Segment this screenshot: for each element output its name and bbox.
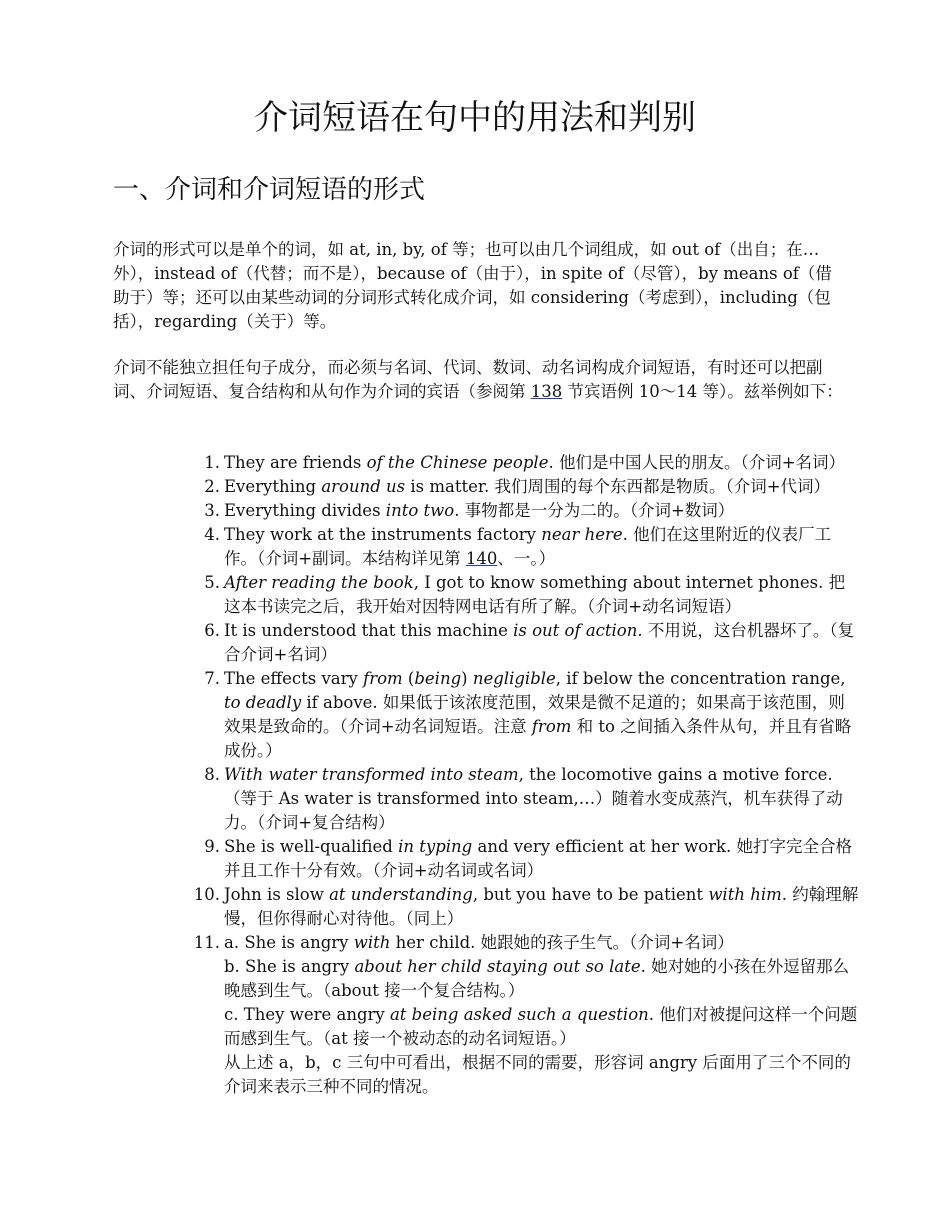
- section-heading: 一、介词和介词短语的形式: [113, 175, 426, 205]
- paragraph-prepositional-phrases: [113, 356, 843, 404]
- list-item-text-a: a. She is angry with her child. 她跟她的孩子生气。（介词+名词）: [224, 933, 734, 952]
- list-item-text: She is well-qualified in typing and very efficient at her work. 她打字完全合格并且工作十分有效。（介词+动名词或名词）: [224, 837, 853, 880]
- list-item: [190, 523, 860, 571]
- section-reference-link[interactable]: 138: [530, 382, 563, 401]
- list-item-number: 7.: [204, 669, 220, 688]
- list-item-text: John is slow at understanding, but you have to be patient with him. 约翰理解慢，但你得耐心对待他。（同上）: [224, 885, 859, 928]
- list-item: [190, 931, 860, 1099]
- list-item-text: Everything divides into two. 事物都是一分为二的。（介词+数词）: [224, 501, 735, 520]
- list-item-number: 10.: [193, 885, 220, 904]
- paragraph-text: 节宾语例 10～14 等）。兹举例如下：: [562, 382, 843, 401]
- list-item-number: 3.: [204, 501, 220, 520]
- list-item: [190, 451, 860, 475]
- page-title: 介词短语在句中的用法和判别: [254, 98, 696, 138]
- list-item-text: They work at the instruments factory near here. 他们在这里附近的仪表厂工作。（介词+副词。本结构详见第 140、一。）: [224, 525, 832, 568]
- list-item: [190, 667, 860, 763]
- list-item-number: 1.: [204, 453, 220, 472]
- list-item: [190, 475, 860, 499]
- list-item: [190, 499, 860, 523]
- list-item: [190, 763, 860, 835]
- example-list: [190, 451, 860, 1099]
- list-item-text: With water transformed into steam, the locomotive gains a motive force.（等于 As water is transformed into steam,…）随着水变成蒸汽，机车获得了动力。（介词+复合结构）: [224, 765, 843, 832]
- list-item-number: 4.: [204, 525, 220, 544]
- list-item-number: 9.: [204, 837, 220, 856]
- list-item-text: They are friends of the Chinese people. 他们是中国人民的朋友。（介词+名词）: [224, 453, 846, 472]
- list-item-number: 5.: [204, 573, 220, 592]
- section-reference-link[interactable]: 140: [465, 549, 498, 568]
- list-item-text: It is understood that this machine is out of action. 不用说，这台机器坏了。（复合介词+名词）: [224, 621, 855, 664]
- list-item: [190, 619, 860, 667]
- list-item-text: The effects vary from (being) negligible, if below the concentration range, to deadly if above. 如果低于该浓度范围，效果是微不足道的；如果高于该范围，则效果是致命的。（介词+动名词短语。注意 from 和 to 之间插入条件从句，并且有省略成份。）: [224, 669, 852, 760]
- list-item-text-c: c. They were angry at being asked such a question. 他们对被提问这样一个问题而感到生气。（at 接一个被动态的动名词短语。）: [224, 1005, 858, 1048]
- list-item: [190, 883, 860, 931]
- list-item-number: 2.: [204, 477, 220, 496]
- paragraph-prepositions-forms: 介词的形式可以是单个的词，如 at, in, by, of 等；也可以由几个词组成，如 out of（出自；在…外），instead of（代替；而不是），because of（由于），in spite of（尽管），by means of（借助于）等；还可以由某些动词的分词形式转化成介词，如 considering（考虑到），including（包括），regarding（关于）等。: [113, 240, 832, 331]
- list-item-number: 11.: [193, 933, 220, 952]
- paragraph-text: 介词不能独立担任句子成分，而必须与名词、代词、数词、动名词构成介词短语，有时还可以把副词、介词短语、复合结构和从句作为介词的宾语（参阅第: [113, 358, 823, 401]
- list-item-text: After reading the book, I got to know something about internet phones. 把这本书读完之后，我开始对因特网电话有所了解。（介词+动名词短语）: [224, 573, 846, 616]
- list-item-number: 8.: [204, 765, 220, 784]
- list-item: [190, 835, 860, 883]
- list-item: [190, 571, 860, 619]
- list-item-text-b: b. She is angry about her child staying out so late. 她对她的小孩在外逗留那么晚感到生气。（about 接一个复合结构。）: [224, 957, 850, 1000]
- list-item-number: 6.: [204, 621, 220, 640]
- list-item-text-summary: 从上述 a，b，c 三句中可看出，根据不同的需要，形容词 angry 后面用了三个不同的介词来表示三种不同的情况。: [224, 1053, 851, 1096]
- list-item-text: Everything around us is matter. 我们周围的每个东西都是物质。（介词+代词）: [224, 477, 831, 496]
